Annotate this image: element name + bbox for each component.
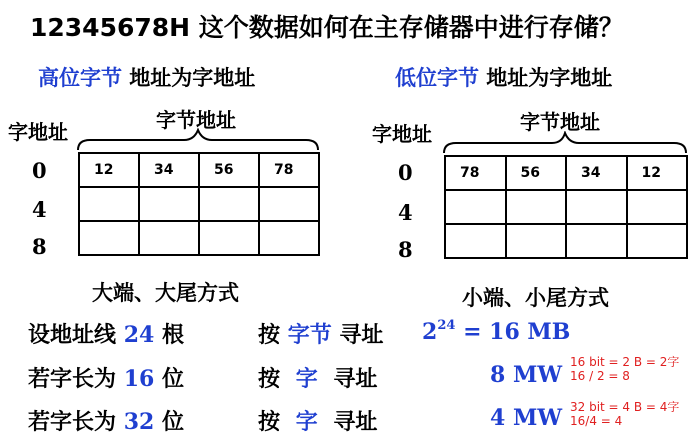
memory-cell <box>506 190 567 224</box>
row-3-result: 4 MW <box>490 405 563 431</box>
row-suffix: 根 <box>161 323 184 348</box>
row-prefix: 设地址线 <box>28 323 117 348</box>
right-word-address-label: 字地址 <box>372 122 432 146</box>
memory-cell <box>445 224 506 258</box>
memory-cell <box>79 221 139 255</box>
row-2-note <box>570 355 679 383</box>
table-row <box>79 221 319 255</box>
right-memory-table <box>444 155 688 259</box>
row-result-rest: = 16 MB <box>455 319 571 345</box>
table-row <box>445 224 687 258</box>
memory-cell <box>199 187 259 221</box>
row-value: 16 <box>123 366 155 392</box>
row-value: 32 <box>123 409 155 435</box>
row-note-line: 16/4 = 4 <box>570 414 623 428</box>
row-value: 24 <box>123 322 155 348</box>
row-by: 按 <box>258 323 281 348</box>
left-heading-highlight: 高位字节 <box>38 66 122 90</box>
row-2-condition <box>28 362 184 393</box>
right-heading-highlight: 低位字节 <box>395 66 479 90</box>
right-address-0: 0 <box>398 160 413 185</box>
row-seek: 寻址 <box>339 323 384 348</box>
row-3-mode <box>258 405 377 436</box>
row-result-base: 2 <box>422 319 438 345</box>
right-heading-rest: 地址为字地址 <box>479 66 613 90</box>
left-memory-table <box>78 152 320 256</box>
memory-cell: 78 <box>259 153 319 187</box>
row-result-exponent: 24 <box>437 318 456 333</box>
memory-cell: 56 <box>199 153 259 187</box>
row-prefix: 若字长为 <box>28 410 117 435</box>
row-suffix: 位 <box>161 367 184 392</box>
row-1-mode <box>258 318 383 349</box>
memory-cell <box>199 221 259 255</box>
row-by: 按 <box>258 367 281 392</box>
memory-cell <box>445 190 506 224</box>
left-word-address-label: 字地址 <box>8 120 68 144</box>
left-address-8: 8 <box>32 234 47 259</box>
memory-cell <box>79 187 139 221</box>
memory-cell: 12 <box>627 156 688 190</box>
table-row <box>445 190 687 224</box>
memory-cell: 34 <box>566 156 627 190</box>
row-suffix: 位 <box>161 410 184 435</box>
left-brace <box>76 128 320 152</box>
memory-cell <box>566 190 627 224</box>
row-seek: 寻址 <box>333 410 378 435</box>
right-address-8: 8 <box>398 237 413 262</box>
left-byte-address-label: 字节地址 <box>156 108 236 132</box>
memory-cell: 78 <box>445 156 506 190</box>
row-by: 按 <box>258 410 281 435</box>
left-address-0: 0 <box>32 158 47 183</box>
memory-cell: 34 <box>139 153 199 187</box>
row-1-result <box>422 318 570 345</box>
left-heading <box>38 62 255 92</box>
memory-cell <box>627 224 688 258</box>
row-1-condition <box>28 318 184 349</box>
memory-cell <box>259 221 319 255</box>
row-note-line: 32 bit = 4 B = 4字 <box>570 400 680 414</box>
memory-cell: 56 <box>506 156 567 190</box>
memory-cell: 12 <box>79 153 139 187</box>
row-unit: 字节 <box>287 323 332 348</box>
left-address-4: 4 <box>32 197 47 222</box>
row-note-line: 16 bit = 2 B = 2字 <box>570 355 680 369</box>
right-byte-address-label: 字节地址 <box>520 110 600 134</box>
row-prefix: 若字长为 <box>28 367 117 392</box>
left-caption: 大端、大尾方式 <box>92 281 239 305</box>
memory-cell <box>627 190 688 224</box>
row-3-condition <box>28 405 184 436</box>
page-title: 12345678H 这个数据如何在主存储器中进行存储？ <box>30 13 624 42</box>
row-note-line: 16 / 2 = 8 <box>570 369 630 383</box>
memory-cell <box>139 187 199 221</box>
memory-cell <box>139 221 199 255</box>
row-2-mode <box>258 362 377 393</box>
right-brace <box>442 131 688 155</box>
right-address-4: 4 <box>398 200 413 225</box>
table-row <box>445 156 687 190</box>
row-unit: 字 <box>295 410 318 435</box>
memory-cell <box>566 224 627 258</box>
table-row <box>79 187 319 221</box>
row-seek: 寻址 <box>333 367 378 392</box>
memory-cell <box>506 224 567 258</box>
right-heading <box>395 62 612 92</box>
row-2-result: 8 MW <box>490 362 563 388</box>
row-unit: 字 <box>295 367 318 392</box>
left-heading-rest: 地址为字地址 <box>122 66 256 90</box>
right-caption: 小端、小尾方式 <box>462 286 609 310</box>
table-row <box>79 153 319 187</box>
row-3-note <box>570 400 679 428</box>
memory-cell <box>259 187 319 221</box>
